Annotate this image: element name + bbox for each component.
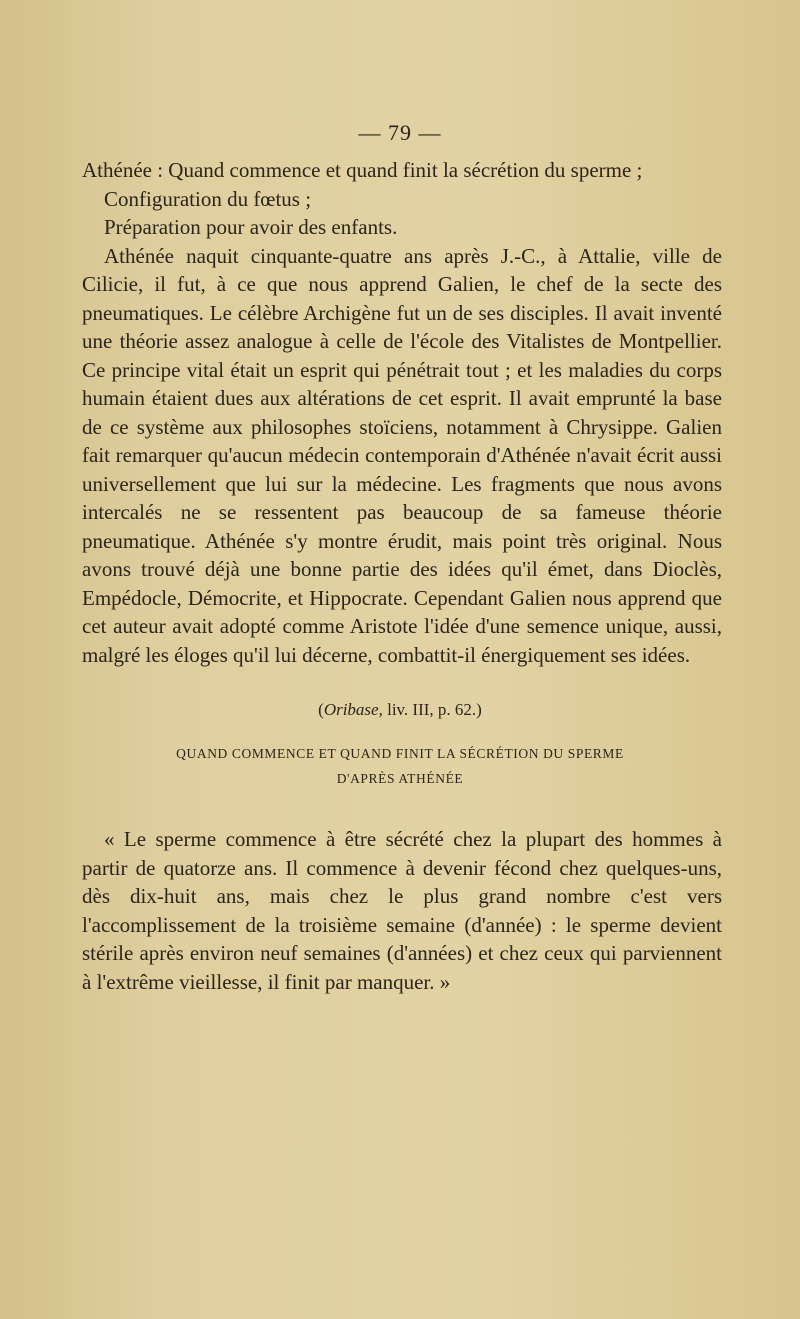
citation-rest: liv. III, p. 62.) — [382, 700, 482, 719]
quote-paragraph: « Le sperme commence à être sécrété chez la plupart des hommes à partir de quatorze ans. Il commence à devenir fécond chez quelques-uns, dès dix-huit ans, mais chez le plus grand nombre c'est vers l'accomplissement de la troisième semaine (d'année) : le sperme devient stérile après environ neuf semaines (d'années) et chez ceux qui parviennent à l'extrême vieillesse, il finit par manquer. » — [82, 827, 722, 994]
citation-source: Oribase, — [323, 700, 383, 719]
citation-open: ( — [318, 700, 324, 719]
page-number: — 79 — — [358, 120, 442, 145]
intro-line: Athénée : Quand commence et quand finit la sécrétion du sperme ; — [82, 158, 643, 182]
section-heading-line-2: D'APRÈS ATHÉNÉE — [336, 771, 464, 786]
intro-item-fetus: Configuration du fœtus ; — [104, 186, 312, 211]
main-paragraph: Athénée naquit cinquante-quatre ans après J.-C., à Attalie, ville de Cilicie, il fut, à ce que nous apprend Galien, le chef de la secte des pneumatiques. Le célèbre Archigène fut un de ses disciples. Il avait inventé une théorie assez analogue à celle de l'école des Vitalistes de Montpellier. Ce principe vital était un esprit qui pénétrait tout ; et les maladies du corps humain étaient dues aux altérations de cet esprit. Il avait emprunté la base de ce système aux philosophes stoïciens, notamment à Chrysippe. Galien fait remarquer qu'aucun médecin contemporain d'Athénée n'avait écrit aussi universellement que lui sur la médecine. Les fragments que nous avons intercalés ne se ressentent pas beaucoup de sa fameuse théorie pneumatique. Athénée s'y montre érudit, mais point très original. Nous avons trouvé déjà une bonne partie des idées qu'il émet, dans Dioclès, Empédocle, Démocrite, et Hippocrate. Cependant Galien nous apprend que cet auteur avait adopté comme Aristote l'idée d'une semence unique, aussi, malgré les éloges qu'il lui décerne, combattit-il énergiquement ses idées. — [82, 243, 722, 667]
section-heading-line-1: QUAND COMMENCE ET QUAND FINIT LA SÉCRÉTION DU SPERME — [176, 746, 624, 761]
citation — [0, 700, 800, 720]
intro-item-preparation: Préparation pour avoir des enfants. — [104, 215, 398, 239]
quote-block — [82, 825, 722, 996]
intro-block — [82, 156, 722, 669]
